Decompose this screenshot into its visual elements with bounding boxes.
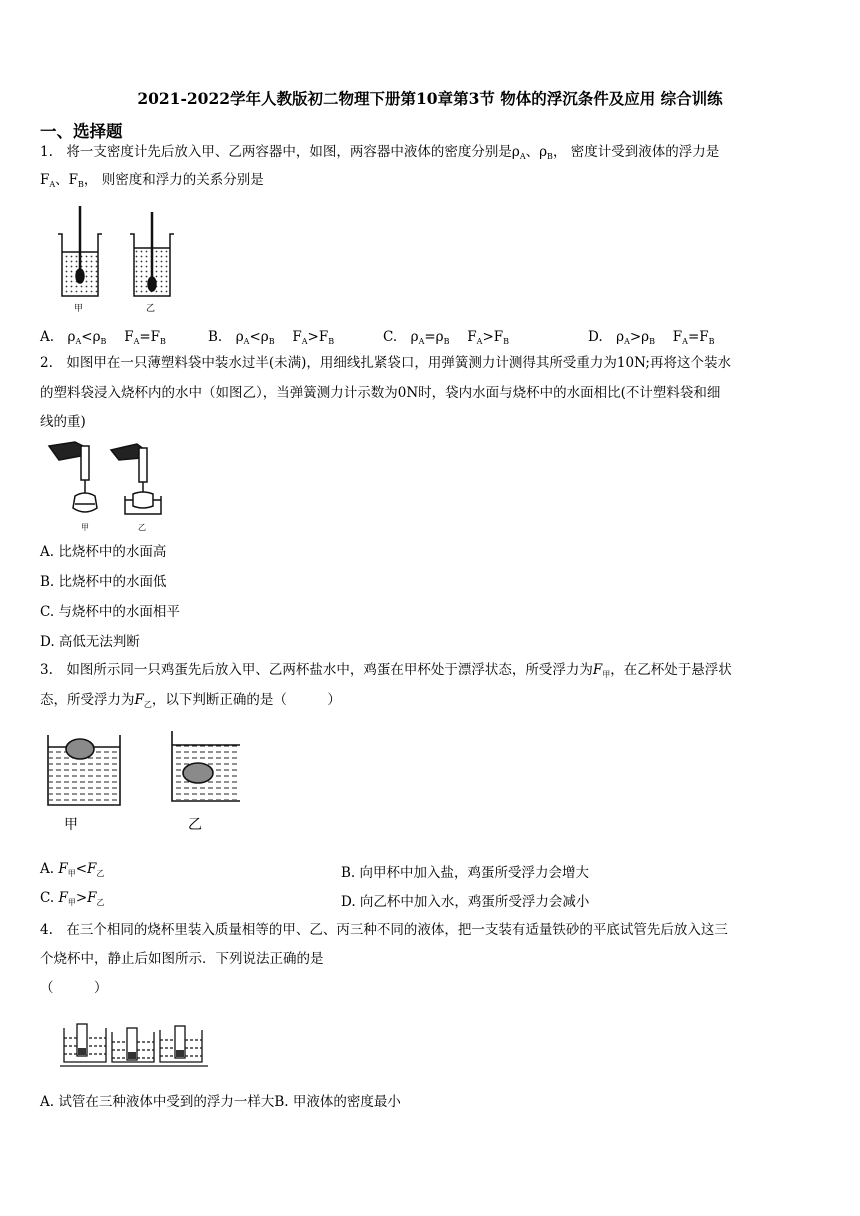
q1-fig-label-yi: 乙 (146, 304, 156, 314)
q3-figure-eggs (40, 725, 240, 840)
q2-fig-label-yi: 乙 (138, 523, 146, 532)
q2-text-line2: 的塑料袋浸入烧杯内的水中（如图乙），当弹簧测力计示数为0N时，袋内水面与烧杯中的水面相比(不计塑料袋和细 (40, 385, 721, 401)
q3-option-d: D. 向乙杯中加入水，鸡蛋所受浮力会减小 (341, 894, 590, 910)
q2-option-d: D. 高低无法判断 (40, 634, 140, 650)
section-heading: 一、选择题 (40, 122, 123, 141)
q2-figure-spring-scale (45, 438, 165, 534)
q3-option-c: C. $F_甲>F_乙$ (40, 890, 105, 907)
q1-option-a: A. $\rho_A<\rho_B$ $F_A=F_B$ (40, 329, 166, 346)
q2-fig-label-jia: 甲 (81, 523, 89, 532)
q3-option-a: A. $F_甲<F_乙$ (40, 861, 105, 878)
q1-option-d: D. $\rho_A>\rho_B$ $F_A=F_B$ (588, 329, 715, 346)
q3-option-b: B. 向甲杯中加入盐，鸡蛋所受浮力会增大 (341, 865, 590, 881)
q2-option-a: A. 比烧杯中的水面高 (40, 544, 167, 560)
q4-text-line3: （ ） (40, 980, 108, 996)
q2-option-c: C. 与烧杯中的水面相平 (40, 604, 180, 620)
q1-text-line2: $F_A$、$F_B$， 则密度和浮力的关系分别是 (40, 172, 264, 189)
page-title: 2021-2022学年人教版初二物理下册第10章第3节 物体的浮沉条件及应用 综合训练 (137, 89, 723, 108)
q2-option-b: B. 比烧杯中的水面低 (40, 574, 167, 590)
q1-option-b: B. $\rho_A<\rho_B$ $F_A>F_B$ (208, 329, 335, 346)
q3-text-line1: 3. 如图所示同一只鸡蛋先后放入甲、乙两杯盐水中，鸡蛋在甲杯处于漂浮状态，所受浮力为$F_甲$，在乙杯处于悬浮状 (40, 662, 732, 679)
q4-option-a-b: A. 试管在三种液体中受到的浮力一样大B. 甲液体的密度最小 (40, 1094, 401, 1110)
q1-fig-label-jia: 甲 (74, 304, 84, 314)
q1-text-line1: 1. 将一支密度计先后放入甲、乙两容器中，如图，两容器中液体的密度分别是$\rho_A$、$\rho_B$， 密度计受到液体的浮力是 (40, 144, 720, 161)
q3-text-line2: 态，所受浮力为$F_乙$，以下判断正确的是（ ） (40, 692, 341, 709)
q1-figure-hydrometer (50, 200, 190, 318)
q1-option-c: C. $\rho_A=\rho_B$ $F_A>F_B$ (383, 329, 510, 346)
q2-text-line3: 线的重) (40, 414, 86, 430)
q3-fig-label-yi: 乙 (188, 817, 202, 833)
q4-figure-test-tubes (60, 1018, 210, 1070)
q2-text-line1: 2. 如图甲在一只薄塑料袋中装水过半(未满)，用细线扎紧袋口，用弹簧测力计测得其所受重力为10N;再将这个装水 (40, 355, 731, 371)
q4-text-line1: 4. 在三个相同的烧杯里装入质量相等的甲、乙、丙三种不同的液体，把一支装有适量铁砂的平底试管先后放入这三 (40, 922, 728, 938)
q4-text-line2: 个烧杯中，静止后如图所示．下列说法正确的是 (40, 951, 324, 967)
q3-fig-label-jia: 甲 (64, 817, 78, 833)
